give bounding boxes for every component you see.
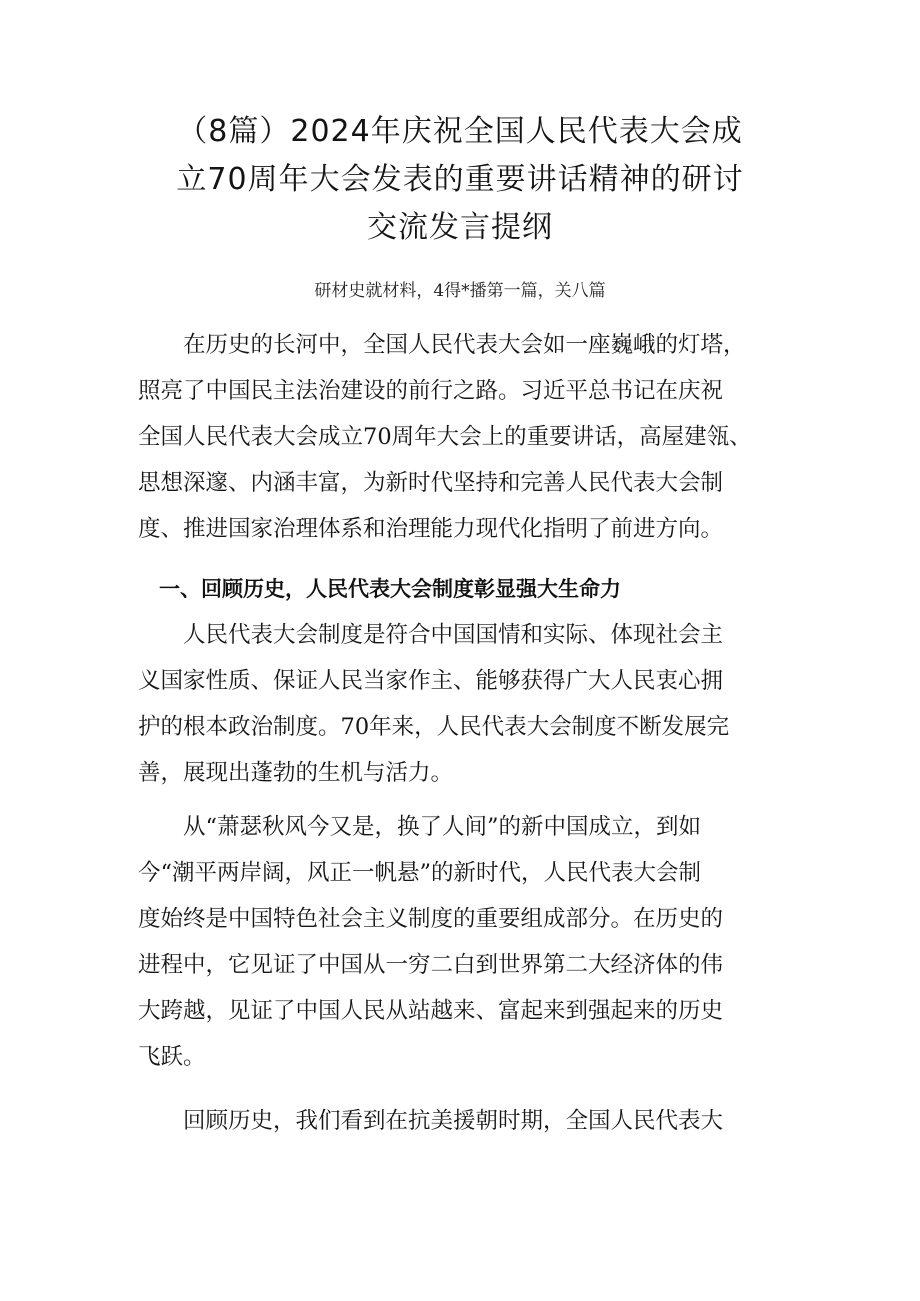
text-line: 度始终是中国特色社会主义制度的重要组成部分。在历史的 xyxy=(138,906,724,932)
text-line: 全国人民代表大会成立70周年大会上的重要讲话，高屋建瓴、 xyxy=(138,424,752,450)
paragraph-system xyxy=(138,612,784,796)
paragraph-intro xyxy=(138,322,784,552)
paragraph-history xyxy=(138,804,784,1080)
text-line: 善，展现出蓬勃的生机与活力。 xyxy=(138,760,454,786)
text-line: 在历史的长河中，全国人民代表大会如一座巍峨的灯塔， xyxy=(138,332,746,358)
text-line: 飞跃。 xyxy=(138,1044,206,1070)
title-line-1: （8篇）2024年庆祝全国人民代表大会成 xyxy=(177,114,743,149)
text-line: 大跨越，见证了中国人民从站越来、富起来到强起来的历史 xyxy=(138,998,724,1024)
document-title xyxy=(120,108,800,252)
text-line: 人民代表大会制度是符合中国国情和实际、体现社会主 xyxy=(138,622,724,648)
text-line: 照亮了中国民主法治建设的前行之路。习近平总书记在庆祝 xyxy=(138,378,724,404)
text-line: 从“萧瑟秋风今又是，换了人间”的新中国成立，到如 xyxy=(138,814,702,840)
text-line: 今“潮平两岸阔，风正一帆悬”的新时代，人民代表大会制 xyxy=(138,860,702,886)
section-heading-1: 一、回顾历史，人民代表大会制度彰显强大生命力 xyxy=(138,577,621,601)
title-line-3: 交流发言提纲 xyxy=(367,210,553,245)
document-subtitle: 研材史就材料，4得*播第一篇，关八篇 xyxy=(314,281,606,301)
text-line: 进程中，它见证了中国从一穷二白到世界第二大经济体的伟 xyxy=(138,952,724,978)
paragraph-review xyxy=(138,1098,784,1144)
text-line: 义国家性质、保证人民当家作主、能够获得广大人民衷心拥 xyxy=(138,668,724,694)
text-line: 度、推进国家治理体系和治理能力现代化指明了前进方向。 xyxy=(138,516,724,542)
title-line-2: 立70周年大会发表的重要讲话精神的研讨 xyxy=(176,162,744,197)
text-line: 思想深邃、内涵丰富，为新时代坚持和完善人民代表大会制 xyxy=(138,470,724,496)
text-line: 护的根本政治制度。70年来，人民代表大会制度不断发展完 xyxy=(138,714,730,740)
text-line: 回顾历史，我们看到在抗美援朝时期，全国人民代表大 xyxy=(138,1108,724,1134)
